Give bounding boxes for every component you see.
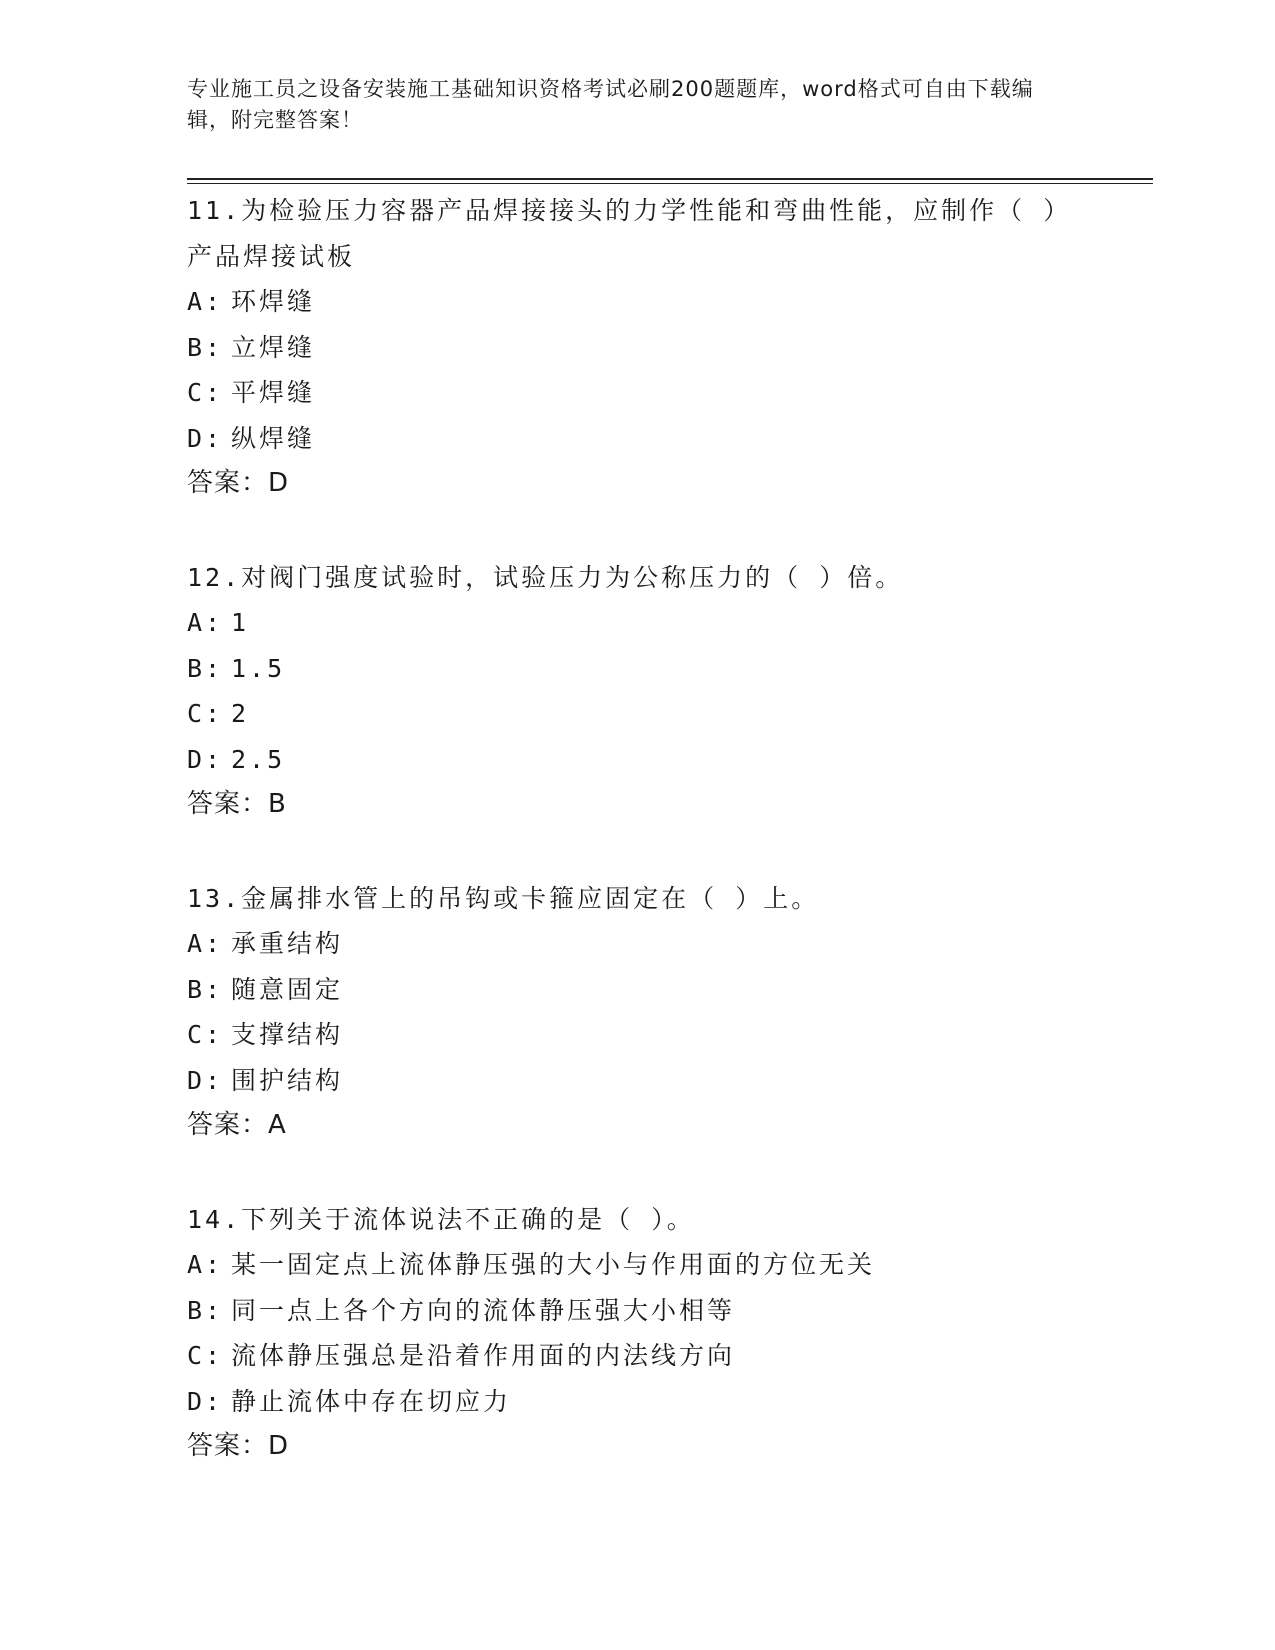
option-label: B: bbox=[187, 1295, 224, 1325]
option-a bbox=[187, 921, 1067, 967]
option-text: 2.5 bbox=[231, 744, 286, 774]
question-stem: 14.下列关于流体说法不正确的是（ ）。 bbox=[187, 1204, 695, 1234]
option-label: A: bbox=[187, 287, 224, 316]
option-text: 1 bbox=[231, 608, 250, 637]
option-d bbox=[187, 737, 1067, 783]
option-label: B: bbox=[187, 332, 224, 362]
question-13 bbox=[187, 876, 1067, 1149]
option-text: 某一固定点上流体静压强的大小与作用面的方位无关 bbox=[231, 1250, 876, 1279]
option-text: 静止流体中存在切应力 bbox=[231, 1386, 512, 1416]
option-text: 围护结构 bbox=[231, 1065, 344, 1095]
option-a bbox=[187, 279, 1067, 325]
answer-line: 答案：D bbox=[187, 1431, 290, 1461]
option-text: 1.5 bbox=[231, 653, 286, 683]
option-label: B: bbox=[187, 653, 224, 683]
question-stem: 11.为检验压力容器产品焊接接头的力学性能和弯曲性能，应制作（ ）产品焊接试板 bbox=[187, 196, 1059, 271]
option-label: A: bbox=[187, 1250, 224, 1279]
option-text: 2 bbox=[231, 699, 250, 728]
option-text: 支撑结构 bbox=[231, 1020, 344, 1049]
option-text: 同一点上各个方向的流体静压强大小相等 bbox=[231, 1295, 736, 1325]
option-a bbox=[187, 1242, 1067, 1288]
header-divider-thin bbox=[187, 183, 1153, 184]
question-12 bbox=[187, 555, 1067, 828]
option-label: C: bbox=[187, 378, 224, 407]
option-label: D: bbox=[187, 1386, 224, 1416]
option-c bbox=[187, 1333, 1067, 1379]
option-label: A: bbox=[187, 929, 224, 958]
option-a bbox=[187, 600, 1067, 646]
option-text: 承重结构 bbox=[231, 929, 344, 958]
option-c bbox=[187, 691, 1067, 737]
option-d bbox=[187, 416, 1067, 462]
option-text: 随意固定 bbox=[231, 974, 344, 1004]
option-c bbox=[187, 1012, 1067, 1058]
option-b bbox=[187, 325, 1067, 371]
option-text: 纵焊缝 bbox=[231, 423, 316, 453]
answer-line: 答案：D bbox=[187, 468, 290, 498]
option-label: C: bbox=[187, 1341, 224, 1370]
option-d bbox=[187, 1379, 1067, 1425]
question-11 bbox=[187, 188, 1067, 507]
answer-line: 答案：A bbox=[187, 1110, 287, 1140]
question-14 bbox=[187, 1197, 1067, 1470]
option-label: C: bbox=[187, 1020, 224, 1049]
question-stem: 13.金属排水管上的吊钩或卡箍应固定在（ ）上。 bbox=[187, 883, 820, 913]
option-b bbox=[187, 646, 1067, 692]
option-b bbox=[187, 967, 1067, 1013]
header-divider-thick bbox=[187, 178, 1153, 180]
option-label: D: bbox=[187, 423, 224, 453]
option-label: D: bbox=[187, 1065, 224, 1095]
option-text: 立焊缝 bbox=[231, 332, 316, 362]
option-b bbox=[187, 1288, 1067, 1334]
answer-line: 答案：B bbox=[187, 789, 287, 819]
question-stem: 12.对阀门强度试验时，试验压力为公称压力的（ ）倍。 bbox=[187, 562, 904, 592]
option-label: D: bbox=[187, 744, 224, 774]
question-list bbox=[187, 188, 1067, 1518]
option-text: 流体静压强总是沿着作用面的内法线方向 bbox=[231, 1341, 736, 1370]
option-label: A: bbox=[187, 608, 224, 637]
document-header: 专业施工员之设备安装施工基础知识资格考试必刷200题题库，word格式可自由下载编辑，附完整答案！ bbox=[187, 77, 1034, 132]
option-c bbox=[187, 370, 1067, 416]
option-d bbox=[187, 1058, 1067, 1104]
option-label: C: bbox=[187, 699, 224, 728]
option-label: B: bbox=[187, 974, 224, 1004]
option-text: 平焊缝 bbox=[231, 378, 316, 407]
option-text: 环焊缝 bbox=[231, 287, 316, 316]
